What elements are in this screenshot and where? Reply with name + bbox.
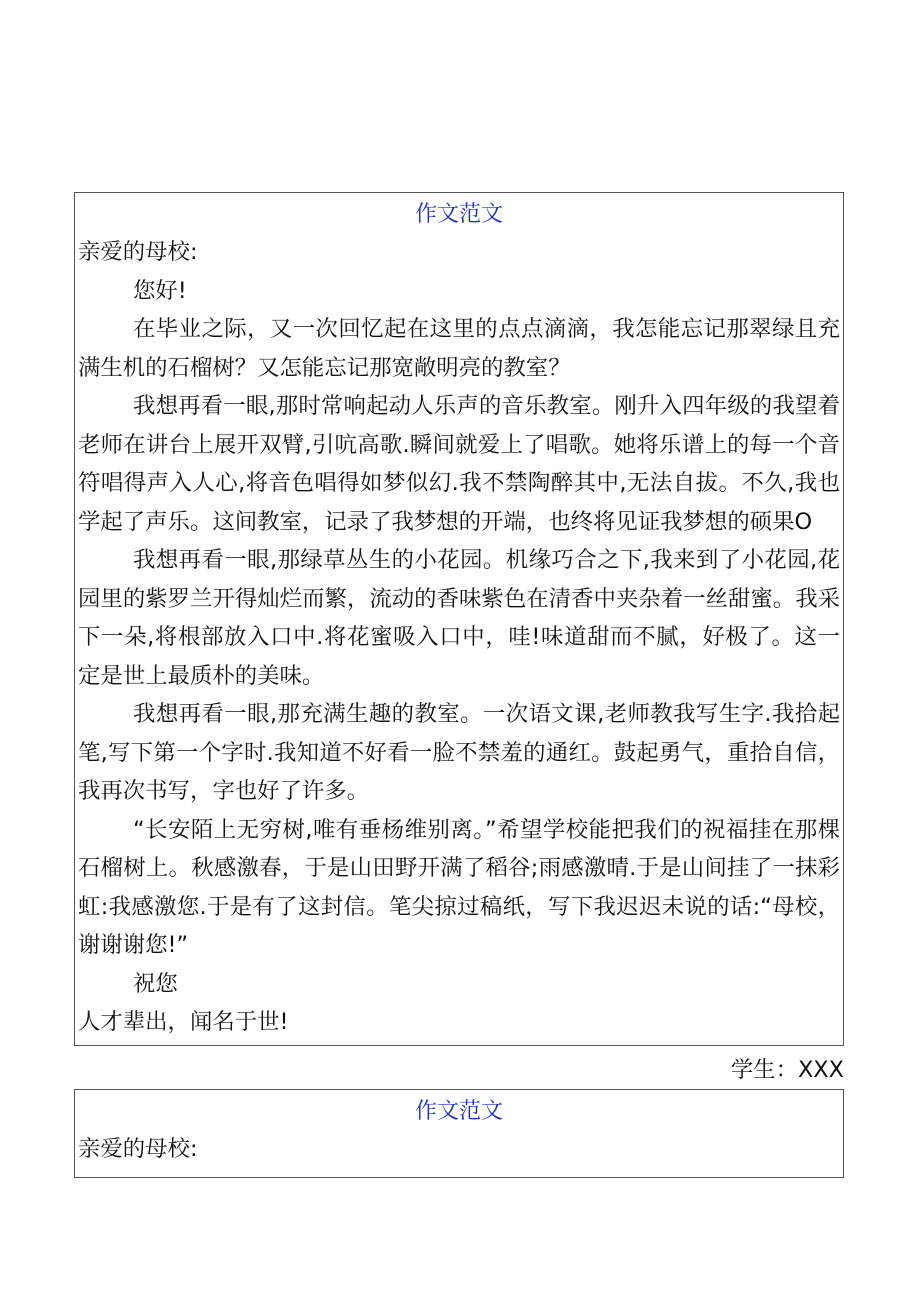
paragraph-4: 我想再看一眼,那充满生趣的教室。一次语文课,老师教我写生字.我拾起笔,写下第一个字时.我知道不好看一脸不禁羞的通红。鼓起勇气，重拾自信，我再次书写，字也好了许多。 — [78, 701, 840, 804]
essay-box-2 — [74, 1089, 844, 1178]
paragraph-1: 在毕业之际，又一次回忆起在这里的点点滴滴，我怎能忘记那翠绿且充满生机的石榴树？又怎能忘记那宽敞明亮的教室？ — [78, 316, 840, 381]
salutation: 亲爱的母校: — [78, 1136, 198, 1162]
salutation: 亲爱的母校: — [78, 239, 198, 265]
paragraph-2: 我想再看一眼,那时常响起动人乐声的音乐教室。刚升入四年级的我望着老师在讲台上展开双臂,引吭高歌.瞬间就爱上了唱歌。她将乐谱上的每一个音符唱得声入人心,将音色唱得如梦似幻.我不禁陶醉其中,无法自拔。不久,我也学起了声乐。这间教室，记录了我梦想的开端，也终将见证我梦想的硕果O — [78, 393, 840, 535]
essay-body — [75, 233, 843, 1042]
essay-title: 作文范文 — [414, 202, 503, 227]
essay-box-1 — [74, 192, 844, 1046]
paragraph-5: “长安陌上无穷树,唯有垂杨维别离。”希望学校能把我们的祝福挂在那棵石榴树上。秋感激春，于是山田野开满了稻谷;雨感激晴.于是山间挂了一抹彩虹:我感激您.于是有了这封信。笔尖掠过稿纸，写下我迟迟未说的话:“母校，谢谢谢您!” — [78, 816, 840, 958]
closing: 祝您 — [133, 970, 178, 997]
paragraph-3: 我想再看一眼,那绿草丛生的小花园。机缘巧合之下,我来到了小花园,花园里的紫罗兰开得灿烂而繁，流动的香味紫色在清香中夹杂着一丝甜蜜。我采下一朵,将根部放入口中.将花蜜吸入口中，哇!味道甜而不腻，好极了。这一定是世上最质朴的美味。 — [78, 547, 840, 689]
essay-title: 作文范文 — [414, 1099, 503, 1124]
student-signature: 学生：XXX — [730, 1057, 844, 1083]
essay-body — [75, 1130, 843, 1169]
blessing: 人才辈出，闻名于世! — [78, 1009, 289, 1035]
greeting: 您好! — [133, 277, 187, 304]
